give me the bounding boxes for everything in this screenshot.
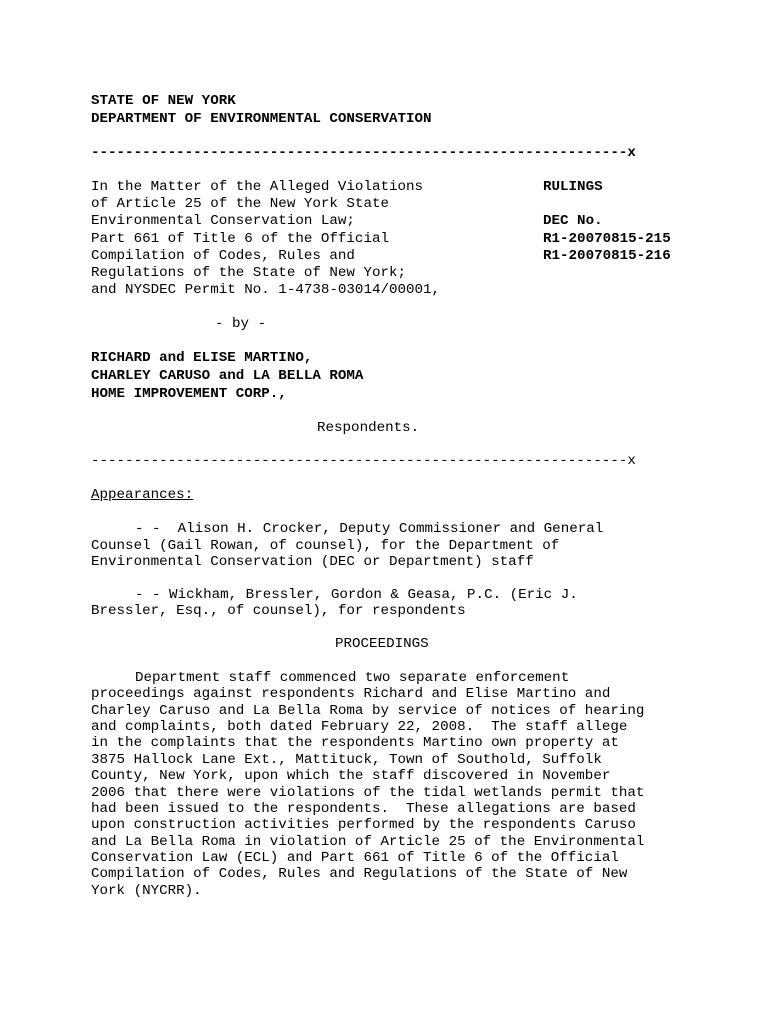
paragraph-line: and La Bella Roma in violation of Article 25 of the Environmental [91,833,645,850]
paragraph-line: proceedings against respondents Richard and Elise Martino and [91,686,611,703]
respondent-names [91,350,691,404]
state-heading: STATE OF NEW YORK [91,93,236,109]
appearance-entry-respondents [91,587,691,620]
paragraph-line: York (NYCRR). [91,882,202,899]
proceedings-heading: PROCEEDINGS [335,636,429,653]
matter-line: and NYSDEC Permit No. 1-4738-03014/00001, [91,282,441,299]
caption-top-rule: ---------------------------------------------------------------x [91,145,636,161]
appearance-entry-department [91,521,691,570]
paragraph-line: 2006 that there were violations of the tidal wetlands permit that [91,784,645,801]
appearance-line: Environmental Conservation (DEC or Department) staff [91,554,534,571]
paragraph-line: County, New York, upon which the staff discovered in November [91,768,611,785]
by-separator: - by - [215,316,267,333]
paragraph-line: and complaints, both dated February 22, 2008. The staff allege [91,718,628,735]
respondent-line: CHARLEY CARUSO and LA BELLA ROMA [91,368,364,385]
paragraph-line: Department staff commenced two separate enforcement [135,669,570,686]
paragraph-line: Compilation of Codes, Rules and Regulations of the State of New [91,866,628,883]
appearance-line: Counsel (Gail Rowan, of counsel), for the Department of [91,537,560,554]
appearance-line: - - Wickham, Bressler, Gordon & Geasa, P.C. (Eric J. [135,586,578,603]
rulings-label: RULINGS [543,179,603,195]
dec-number-label: DEC No. [543,213,603,230]
appearances-heading: Appearances: [91,487,194,504]
dec-number: R1-20070815-216 [543,247,671,264]
paragraph-line: 3875 Hallock Lane Ext., Mattituck, Town of Southold, Suffolk [91,751,602,768]
dec-number: R1-20070815-215 [543,230,671,247]
matter-line: of Article 25 of the New York State [91,196,389,213]
paragraph-line: had been issued to the respondents. These allegations are based [91,800,636,817]
paragraph-line: upon construction activities performed by the respondents Caruso [91,817,636,834]
matter-line: Compilation of Codes, Rules and [91,247,355,264]
respondents-label: Respondents. [317,420,420,437]
document-page [91,93,691,899]
appearance-line: Bressler, Esq., of counsel), for respondents [91,603,466,620]
respondent-line: HOME IMPROVEMENT CORP., [91,386,287,403]
department-heading: DEPARTMENT OF ENVIRONMENTAL CONSERVATION [91,110,432,127]
paragraph-line: Charley Caruso and La Bella Roma by service of notices of hearing [91,702,645,719]
paragraph-line: Conservation Law (ECL) and Part 661 of Title 6 of the Official [91,850,619,867]
caption-bottom-rule: ---------------------------------------------------------------x [91,453,636,470]
respondent-line: RICHARD and ELISE MARTINO, [91,350,313,367]
appearance-line: - - Alison H. Crocker, Deputy Commissioner and General [135,521,604,538]
matter-line: Part 661 of Title 6 of the Official [91,230,389,247]
agency-header [91,93,691,128]
matter-line: Environmental Conservation Law; [91,213,355,230]
matter-line: Regulations of the State of New York; [91,264,407,281]
proceedings-paragraph [91,670,691,899]
paragraph-line: in the complaints that the respondents Martino own property at [91,735,619,752]
matter-line: In the Matter of the Alleged Violations [91,179,424,195]
